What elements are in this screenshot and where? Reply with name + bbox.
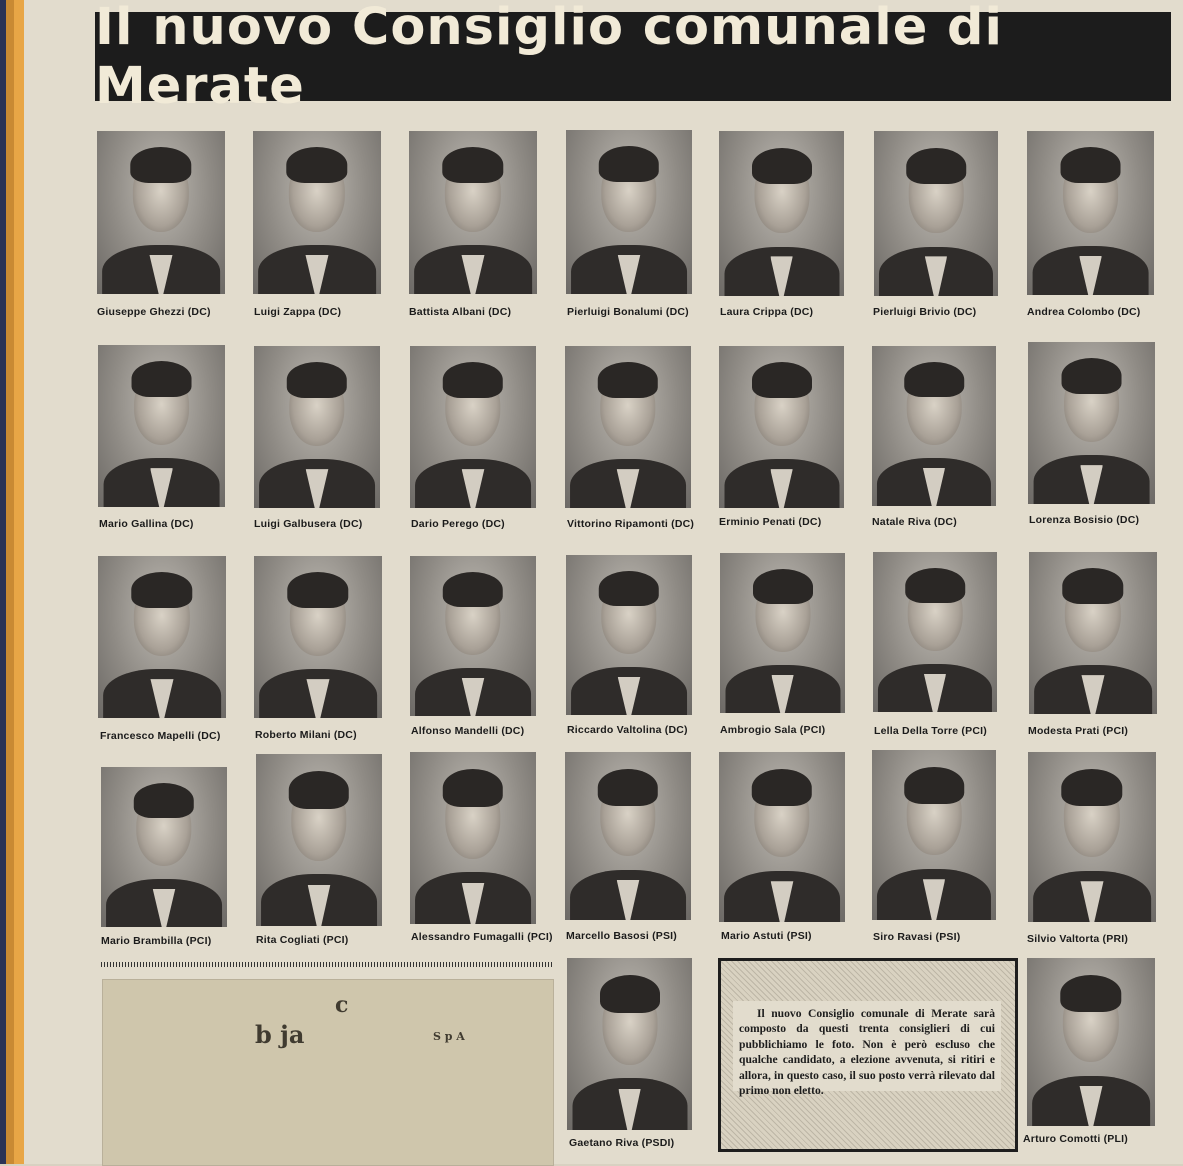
- hair-shape: [1060, 975, 1121, 1012]
- hair-shape: [130, 147, 191, 183]
- ad-text-line-3: S p A: [433, 1030, 465, 1043]
- councillor-caption: Alessandro Fumagalli (PCI): [411, 931, 553, 943]
- councillor-caption: Marcello Basosi (PSI): [566, 930, 677, 942]
- hair-shape: [599, 571, 659, 606]
- councillor-caption: Natale Riva (DC): [872, 516, 957, 528]
- councillor-caption: Vittorino Ripamonti (DC): [567, 518, 695, 530]
- councillor-photo: [1027, 131, 1154, 295]
- councillor-photo: [254, 346, 380, 508]
- councillor-caption: Pierluigi Bonalumi (DC): [567, 306, 689, 318]
- councillor-caption: Roberto Milani (DC): [255, 729, 357, 741]
- councillor-caption: Luigi Galbusera (DC): [254, 518, 363, 530]
- hair-shape: [286, 147, 347, 183]
- councillor-photo: [720, 553, 845, 713]
- councillor-caption: Ambrogio Sala (PCI): [720, 724, 826, 736]
- councillor-caption: Francesco Mapelli (DC): [100, 730, 221, 742]
- hair-shape: [1061, 358, 1122, 394]
- hair-shape: [443, 769, 503, 807]
- hair-shape: [131, 361, 192, 397]
- hair-shape: [289, 771, 349, 809]
- councillor-caption: Pierluigi Brivio (DC): [873, 306, 977, 318]
- councillor-caption: Modesta Prati (PCI): [1028, 725, 1129, 737]
- councillor-photo: [410, 752, 536, 924]
- notice-text: Il nuovo Consiglio comunale di Merate sarà composto da questi trenta consiglieri di cui pubblichiamo le foto. Non è però escluso che qualche candidato, a elezione avvenuta, si ritiri e allora, in questo caso, il suo posto verrà rilevato dal primo non eletto.: [733, 1001, 1001, 1091]
- councillor-photo: [567, 958, 692, 1130]
- councillor-photo: [254, 556, 382, 718]
- hair-shape: [752, 148, 812, 184]
- councillor-photo: [253, 131, 381, 294]
- councillor-photo: [565, 752, 691, 920]
- hair-shape: [598, 362, 658, 398]
- councillor-caption: Arturo Comotti (PLI): [1023, 1133, 1128, 1145]
- page-edge: [14, 0, 24, 1164]
- councillor-photo: [1028, 752, 1156, 922]
- hair-shape: [443, 362, 503, 398]
- hair-shape: [599, 146, 659, 182]
- councillor-caption: Alfonso Mandelli (DC): [411, 725, 525, 737]
- councillor-photo: [566, 555, 692, 715]
- councillor-photo: [719, 752, 845, 922]
- councillor-photo: [98, 556, 226, 718]
- councillor-caption: Riccardo Valtolina (DC): [567, 724, 688, 736]
- councillor-caption: Gaetano Riva (PSDI): [569, 1137, 675, 1149]
- hair-shape: [598, 769, 658, 806]
- hair-shape: [752, 362, 812, 398]
- councillor-caption: Erminio Penati (DC): [719, 516, 822, 528]
- councillor-photo: [1027, 958, 1155, 1126]
- councillor-caption: Mario Astuti (PSI): [721, 930, 812, 942]
- headline: Il nuovo Consiglio comunale di Merate: [95, 12, 1171, 101]
- councillor-caption: Luigi Zappa (DC): [254, 306, 342, 318]
- councillor-photo: [719, 131, 844, 296]
- councillor-photo: [874, 131, 998, 296]
- councillor-photo: [873, 552, 997, 712]
- councillor-caption: Lella Della Torre (PCI): [874, 725, 987, 737]
- councillor-caption: Lorenza Bosisio (DC): [1029, 514, 1140, 526]
- hair-shape: [287, 362, 347, 398]
- hair-shape: [131, 572, 192, 608]
- councillor-caption: Rita Cogliati (PCI): [256, 934, 349, 946]
- hair-shape: [442, 147, 503, 183]
- hair-shape: [134, 783, 194, 818]
- councillor-photo: [97, 131, 225, 294]
- binding-edge: [0, 0, 14, 1164]
- councillor-photo: [872, 346, 996, 506]
- councillor-caption: Laura Crippa (DC): [720, 306, 814, 318]
- councillor-caption: Siro Ravasi (PSI): [873, 931, 961, 943]
- hair-shape: [906, 148, 966, 184]
- councillor-photo: [409, 131, 537, 294]
- ad-text-line-1: c: [335, 992, 349, 1018]
- hair-shape: [600, 975, 660, 1013]
- councillor-photo: [410, 556, 536, 716]
- councillor-caption: Giuseppe Ghezzi (DC): [97, 306, 211, 318]
- councillor-photo: [98, 345, 225, 507]
- hair-shape: [443, 572, 503, 607]
- hair-shape: [752, 769, 812, 806]
- councillor-photo: [565, 346, 691, 508]
- councillor-caption: Mario Gallina (DC): [99, 518, 194, 530]
- councillor-photo: [1029, 552, 1157, 714]
- hair-shape: [1060, 147, 1121, 183]
- notice-box: [718, 958, 1018, 1152]
- advertisement-box: [102, 979, 554, 1166]
- councillor-caption: Mario Brambilla (PCI): [101, 935, 212, 947]
- councillor-photo: [256, 754, 382, 926]
- hair-shape: [905, 568, 965, 603]
- hair-shape: [753, 569, 813, 604]
- ad-text-line-2: b ja: [255, 1020, 305, 1049]
- councillor-caption: Silvio Valtorta (PRI): [1027, 933, 1129, 945]
- councillor-caption: Dario Perego (DC): [411, 518, 505, 530]
- hair-shape: [1061, 769, 1122, 806]
- councillor-photo: [566, 130, 692, 294]
- councillor-photo: [1028, 342, 1155, 504]
- councillor-photo: [101, 767, 227, 927]
- hair-shape: [1062, 568, 1123, 604]
- hair-shape: [904, 767, 964, 804]
- councillor-caption: Battista Albani (DC): [409, 306, 512, 318]
- councillor-photo: [410, 346, 536, 508]
- hair-shape: [904, 362, 964, 397]
- divider-rule: [101, 962, 553, 967]
- councillor-caption: Andrea Colombo (DC): [1027, 306, 1141, 318]
- councillor-photo: [872, 750, 996, 920]
- councillor-photo: [719, 346, 844, 508]
- hair-shape: [287, 572, 348, 608]
